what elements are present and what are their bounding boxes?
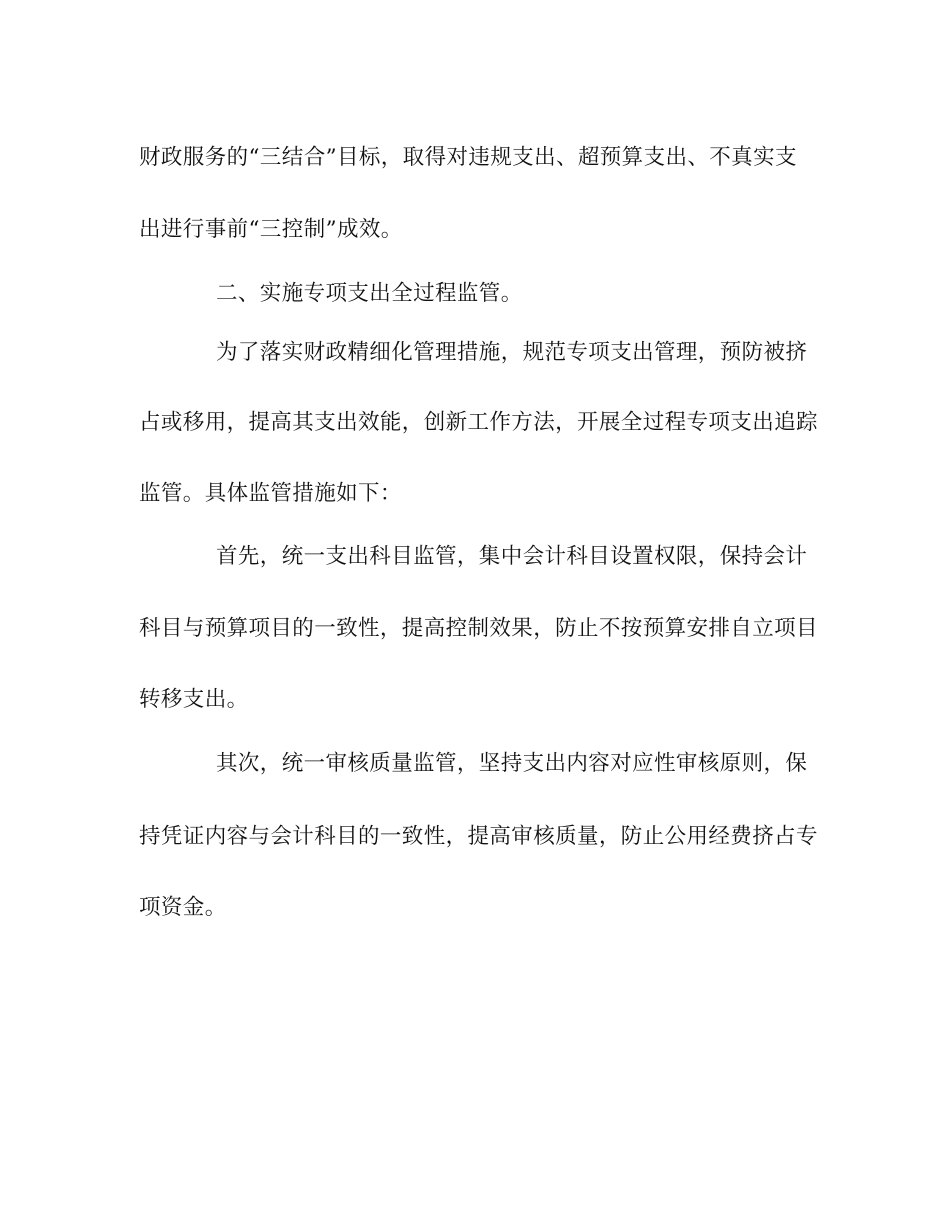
paragraph-line: 其次，统一审核质量监管，坚持支出内容对应性审核原则，保 xyxy=(216,751,808,776)
paragraph-line: 监管。具体监管措施如下： xyxy=(139,481,402,506)
paragraph-line: 项资金。 xyxy=(139,895,227,920)
paragraph-line: 首先，统一支出科目监管，集中会计科目设置权限，保持会计 xyxy=(216,544,808,569)
paragraph-line: 财政服务的“三结合”目标，取得对违规支出、超预算支出、不真实支 xyxy=(139,145,797,170)
paragraph-line: 转移支出。 xyxy=(139,687,249,712)
paragraph-line: 出进行事前“三控制”成效。 xyxy=(139,217,403,242)
section-heading: 二、实施专项支出全过程监管。 xyxy=(216,281,523,306)
paragraph-line: 持凭证内容与会计科目的一致性，提高审核质量，防止公用经费挤占专 xyxy=(139,824,818,849)
paragraph-line: 为了落实财政精细化管理措施，规范专项支出管理，预防被挤 xyxy=(216,340,808,365)
paragraph-line: 科目与预算项目的一致性，提高控制效果，防止不按预算安排自立项目 xyxy=(139,616,818,641)
paragraph-line: 占或移用，提高其支出效能，创新工作方法，开展全过程专项支出追踪 xyxy=(139,410,818,435)
